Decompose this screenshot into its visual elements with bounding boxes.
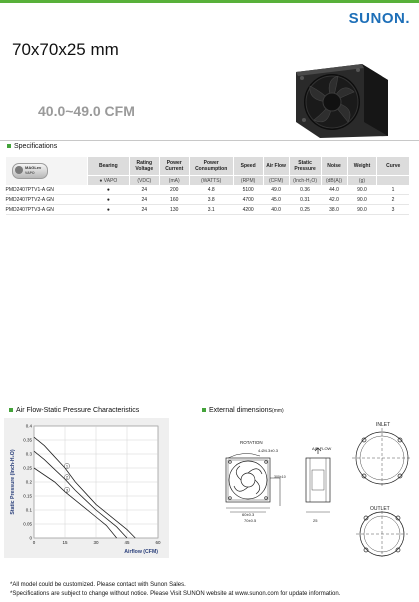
y-tick-label: 0.4: [25, 423, 32, 429]
col-unit: (CFM): [263, 176, 289, 186]
y-tick-label: 0.35: [23, 437, 32, 443]
badge-line1: MAGLev: [25, 165, 42, 170]
x-tick-label: 15: [62, 540, 68, 545]
y-tick-label: 0.25: [23, 465, 32, 471]
airflow-label: AIR FLOW: [312, 446, 332, 451]
noise-cell: 42.0: [321, 195, 347, 205]
weight-cell: 90.0: [347, 185, 377, 195]
current-cell: 200: [159, 185, 189, 195]
airflow-range: 40.0~49.0 CFM: [38, 103, 135, 119]
weight-cell: 90.0: [347, 195, 377, 205]
specifications-heading: [7, 143, 57, 150]
divider: [0, 140, 419, 141]
footnote-2: *Specifications are subject to change without notice. Please Visit SUNON website at www.sunon.com for update information.: [10, 591, 341, 597]
side-view-fan: [306, 448, 330, 512]
airflow-cell: 49.0: [263, 185, 289, 195]
curve-cell: 1: [377, 185, 409, 195]
col-header: Rating Voltage: [129, 157, 159, 176]
curve-number-label: 2: [65, 474, 69, 480]
col-header: Bearing: [87, 157, 129, 176]
airflow-cell: 40.0: [263, 205, 289, 215]
dimensions-drawing: [200, 418, 419, 558]
table-row: [6, 205, 410, 215]
col-unit: (g): [347, 176, 377, 186]
width-dim-label: 60±0.3: [242, 512, 255, 517]
bearing-cell: ●: [87, 185, 129, 195]
y-tick-label: 0.05: [23, 521, 32, 527]
lead-length-label: 300±10: [274, 475, 286, 479]
inlet-view: [352, 428, 412, 488]
col-unit: (VDC): [129, 176, 159, 186]
power-cell: 3.1: [189, 205, 233, 215]
x-tick-label: 45: [124, 540, 130, 545]
voltage-cell: 24: [129, 195, 159, 205]
badge-ring-icon: [15, 166, 23, 174]
power-cell: 4.8: [189, 185, 233, 195]
maglev-vapo-badge: [12, 163, 48, 179]
col-header: Noise: [321, 157, 347, 176]
bearing-cell: ●: [87, 205, 129, 215]
fan-product-image: [290, 58, 394, 140]
curve-number-label: 1: [65, 463, 69, 469]
col-unit: [377, 176, 409, 186]
curve-number-label: 3: [65, 487, 69, 493]
table-header-row: [6, 157, 410, 176]
y-axis-label: Static Pressure (Inch-H₂O): [10, 449, 16, 515]
curve-cell: 3: [377, 205, 409, 215]
col-header: Air Flow: [263, 157, 289, 176]
col-unit: (mA): [159, 176, 189, 186]
power-cell: 3.8: [189, 195, 233, 205]
y-tick-label: 0.15: [23, 493, 32, 499]
noise-cell: 38.0: [321, 205, 347, 215]
col-unit: ● VAPO: [87, 176, 129, 186]
footnote-1: *All model could be customized. Please contact with Sunon Sales.: [10, 582, 186, 588]
pressure-cell: 0.31: [289, 195, 321, 205]
col-header: Speed: [233, 157, 263, 176]
bullet-square-icon: [202, 408, 206, 412]
current-cell: 160: [159, 195, 189, 205]
y-tick-label: 0: [29, 535, 32, 541]
bullet-square-icon: [7, 144, 11, 148]
vapo-badge-cell: [6, 157, 88, 185]
col-unit: (RPM): [233, 176, 263, 186]
y-tick-label: 0.1: [25, 507, 32, 513]
outlet-view: [356, 511, 408, 557]
model-cell: PMD2407PTV3-A GN: [6, 205, 88, 215]
table-row: [6, 185, 410, 195]
speed-cell: 4200: [233, 205, 263, 215]
x-tick-label: 0: [32, 540, 36, 545]
speed-cell: 5100: [233, 185, 263, 195]
col-header: Static Pressure: [289, 157, 321, 176]
y-tick-label: 0.3: [25, 451, 32, 457]
current-cell: 130: [159, 205, 189, 215]
chart-heading: [9, 407, 139, 414]
bullet-square-icon: [9, 408, 13, 412]
model-cell: PMD2407PTV2-A GN: [6, 195, 88, 205]
x-tick-label: 60: [155, 540, 161, 545]
depth-dim-label: 25: [313, 518, 318, 523]
col-header: Weight: [347, 157, 377, 176]
speed-cell: 4700: [233, 195, 263, 205]
voltage-cell: 24: [129, 185, 159, 195]
table-row: [6, 195, 410, 205]
specifications-table: [5, 157, 409, 215]
dims-heading-text: External dimensions: [209, 407, 273, 414]
airflow-cell: 45.0: [263, 195, 289, 205]
dims-heading: [202, 407, 284, 414]
pressure-cell: 0.25: [289, 205, 321, 215]
rotation-label: ROTATION: [240, 440, 263, 445]
curve-cell: 2: [377, 195, 409, 205]
col-header: Power Current: [159, 157, 189, 176]
col-unit: (WATTS): [189, 176, 233, 186]
bearing-cell: ●: [87, 195, 129, 205]
chart-heading-text: Air Flow-Static Pressure Characteristics: [16, 407, 140, 414]
voltage-cell: 24: [129, 205, 159, 215]
front-view-fan: [226, 453, 280, 512]
dims-unit: (mm): [272, 408, 284, 414]
x-tick-label: 30: [93, 540, 99, 545]
pq-curve-chart: [4, 418, 169, 558]
pq-chart-svg: [4, 418, 169, 558]
brand-accent-bar: [0, 0, 419, 3]
noise-cell: 44.0: [321, 185, 347, 195]
col-unit: (Inch-H₂O): [289, 176, 321, 186]
inlet-label: INLET: [376, 422, 391, 428]
badge-line2: VAPO: [25, 171, 35, 175]
model-cell: PMD2407PTV1-A GN: [6, 185, 88, 195]
specifications-heading-text: Specifications: [14, 143, 58, 150]
col-unit: (dB(A)): [321, 176, 347, 186]
col-header: Power Consumption: [189, 157, 233, 176]
holes-label: 4-Ø4.3±0.3: [258, 448, 278, 453]
y-tick-label: 0.2: [25, 479, 32, 485]
sunon-logo: SUNON.: [348, 10, 410, 27]
pressure-cell: 0.36: [289, 185, 321, 195]
x-axis-label: Airflow (CFM): [124, 549, 158, 555]
weight-cell: 90.0: [347, 205, 377, 215]
product-size-title: 70x70x25 mm: [12, 40, 119, 59]
outlet-label: OUTLET: [370, 506, 390, 512]
col-header: Curve: [377, 157, 409, 176]
outer-dim-label: 70±0.5: [244, 518, 257, 523]
